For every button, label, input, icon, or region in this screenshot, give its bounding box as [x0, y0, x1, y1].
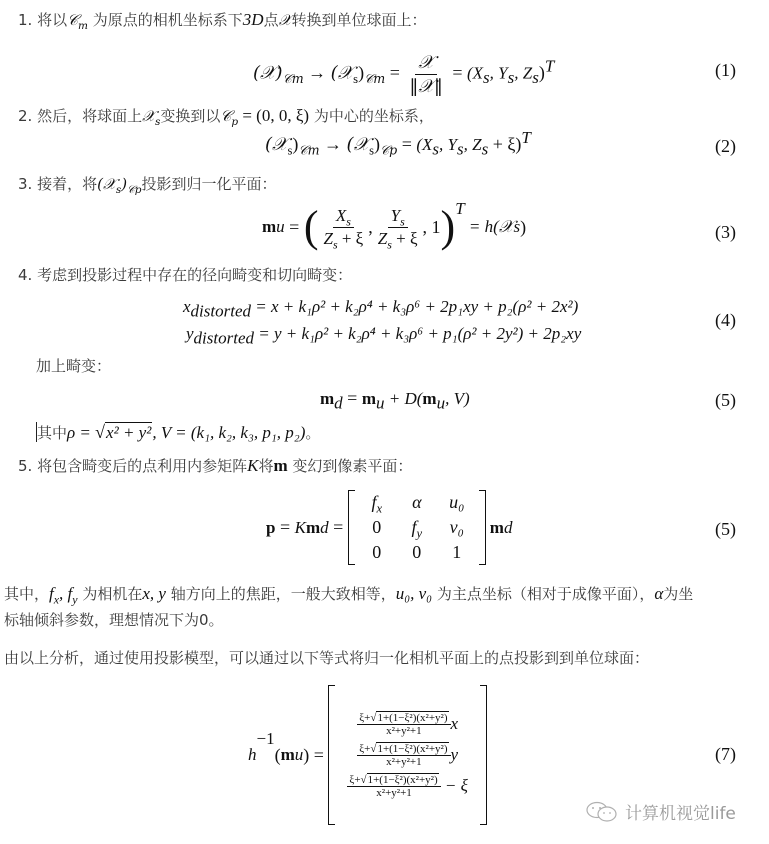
equation-number-1: (1)	[715, 60, 736, 80]
step-4-text	[18, 265, 352, 285]
equation-1: $(𝒳)_{𝒞m}$ → $(𝒳_s)_{𝒞m}$ = $\frac{\text{𝒳}}{\text{‖𝒳‖}}$ = ($X_s$, $Y_s$, $Z_s)^T$	[253, 52, 555, 97]
equation-number-4: (4)	[715, 310, 736, 330]
step-5-text	[18, 456, 412, 476]
text: 将以	[37, 11, 68, 29]
equation-4-line-1: $x_{distorted} = x + k_1\rho^2 + k_2\rho^4 + k_3\rho^6 + 2p_1xy + p_2(\rho^2 + 2x^2)$	[183, 297, 579, 321]
equation-number-2: (2)	[715, 136, 736, 156]
math-sqrt: x² + y²	[106, 423, 152, 442]
row-z: $\frac{\text{ξ+√1+(1−ξ²)(x²+y²)}}{\text{x²+y²+1}}$ − ξ	[349, 773, 468, 799]
math-3d: 3D	[242, 10, 264, 29]
equation-number-5b: (5)	[715, 519, 736, 539]
step-1-text	[18, 10, 427, 30]
where-line: 其中ρ = √x² + y², V = (k₁, k₂, k₃, p₁, p₂)。	[37, 422, 321, 442]
text: 为原点的相机坐标系下	[88, 11, 243, 29]
text: 投影到归一化平面：	[141, 175, 277, 193]
step-2-text	[18, 106, 434, 126]
equation-number-5a: (5)	[715, 390, 736, 410]
text: 转换到单位球面上：	[291, 11, 427, 29]
math-xs-cp: $(𝒳_s)_{𝒞p}$	[97, 175, 142, 196]
math-origin: = (0, 0, ξ)	[238, 106, 310, 125]
equation-number-3: (3)	[715, 222, 736, 242]
wechat-icon	[585, 801, 619, 823]
step-number: 3.	[18, 175, 33, 193]
text: 将包含畸变后的点利用内参矩阵	[37, 457, 248, 475]
inverse-projection-vector	[328, 685, 486, 825]
text: 将	[258, 457, 274, 475]
math-rho: ρ =	[67, 423, 96, 442]
intrinsic-matrix: $f_x$ α u₀ 0 $f_y$ v₀ 0 0 1	[348, 490, 486, 565]
text: 考虑到投影过程中存在的径向畸变和切向畸变：	[37, 266, 353, 284]
equation-5a: $m_d = m_u + D(m_u$, V)	[320, 388, 470, 413]
watermark	[585, 799, 736, 824]
watermark-text: 计算机视觉life	[625, 804, 736, 824]
math-x: 𝒳	[278, 11, 292, 29]
text: 其中	[37, 424, 68, 442]
paragraph-1-line-2: 标轴倾斜参数，理想情况下为0。	[4, 611, 224, 629]
add-distortion-label: 加上畸变：	[36, 357, 112, 375]
equation-2: $(𝒳_s)_{𝒞m}$ → $(𝒳_s)_{𝒞p} = (X_s$, $Y_s$, $Z_s + \xi)^T$	[265, 128, 531, 159]
text: 为中心的坐标系，	[309, 107, 434, 125]
text: 接着，将	[37, 175, 98, 193]
text: 然后，将球面上	[37, 107, 143, 125]
step-number: 5.	[18, 457, 33, 475]
step-number: 4.	[18, 266, 33, 284]
paragraph-2: 由以上分析，通过使用投影模型，可以通过以下等式将归一化相机平面上的点投影到到单位球面：	[4, 649, 650, 667]
equation-5b: p = K m d = $f_x$ α u₀ 0 $f_y$ v₀ 0 0 1 m d	[266, 490, 512, 565]
equation-number-7: (7)	[715, 744, 736, 764]
row-x: $\frac{\text{ξ+√1+(1−ξ²)(x²+y²)}}{\text{x²+y²+1}}$ x	[359, 711, 459, 737]
math-m: m	[273, 456, 288, 475]
math-xs: 𝒳$_s$	[142, 107, 161, 128]
step-number: 2.	[18, 107, 33, 125]
text: 变幻到像素平面：	[287, 457, 413, 475]
text: 点	[263, 11, 279, 29]
step-3-text	[18, 174, 277, 194]
math-v: , V = (k₁, k₂, k₃, p₁, p₂)	[152, 423, 306, 442]
text: 变换到以	[160, 107, 221, 125]
equation-4-line-2: $y_{distorted} = y + k_1\rho^2 + k_2\rho^4 + k_3\rho^6 + p_1(\rho^2 + 2y^2) + 2p_2xy$	[186, 324, 582, 348]
step-number: 1.	[18, 11, 33, 29]
paragraph-1-line-1: 其中，$f_x$, $f_y$ 为相机在x, y 轴方向上的焦距，一般大致相等，u₀, v₀ 为主点坐标（相对于成像平面），α为坐	[4, 584, 694, 607]
math-k: K	[247, 456, 259, 475]
equation-7: h −1 ( m u ) = $\frac{\text{ξ+√1+(1−ξ²)(x²+y²)}}{\text{x²+y²+1}}$ x $\frac{\text{ξ+√1+(1−ξ²)(x²+y²)}}{\text{x²+y²+1}}$ y $\frac{\text{ξ+√1+(1−ξ²)(x²+y²)}}{\text{x²+y²+1}}$ − ξ	[248, 685, 487, 825]
math-cm: 𝒞$_m$	[67, 11, 89, 32]
row-y: $\frac{\text{ξ+√1+(1−ξ²)(x²+y²)}}{\text{x²+y²+1}}$ y	[359, 742, 459, 768]
math-cp: 𝒞$_p$	[220, 107, 239, 128]
equation-3: m u = ( $\frac{X_s}{Z_s + \xi}$ , $\frac{Y_s}{Z_s + \xi}$ , 1 ) T = h(𝒳 s )	[262, 199, 527, 251]
